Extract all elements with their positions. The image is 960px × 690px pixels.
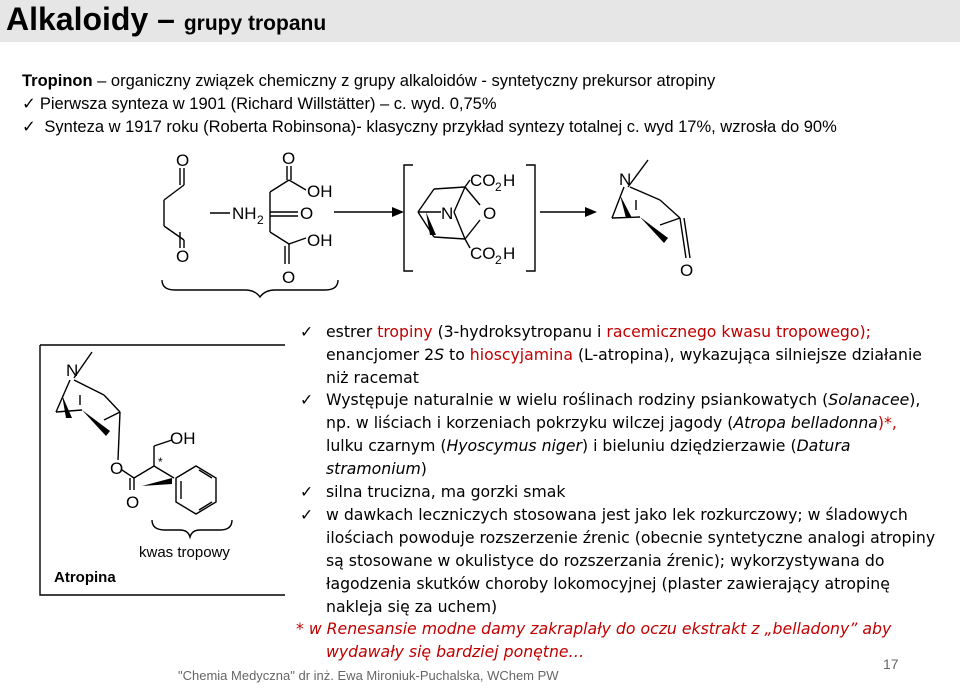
svg-text:H: H [503,171,516,190]
footer: "Chemia Medyczna" dr inż. Ewa Mironiuk-Puchalska, WChem PW [178,668,559,683]
page-number: 17 [883,656,899,672]
svg-text:O: O [680,261,694,280]
kwas-tropowy-label: kwas tropowy [139,544,230,561]
svg-text:OH: OH [170,429,196,448]
svg-text:N: N [441,204,454,223]
svg-text:CO: CO [470,171,496,190]
note-line-2: wydawały się bardziej ponętne… [326,642,585,661]
intro-line-2: ✓ Pierwsza synteza w 1901 (Richard Willstätter) – c. wyd. 0,75% [22,94,497,113]
svg-text:2: 2 [257,213,264,227]
svg-text:N: N [66,361,79,380]
svg-text:NH: NH [232,204,257,223]
page-title: Alkaloidy – grupy tropanu [6,1,327,37]
o-label: O [176,151,190,170]
svg-text:2: 2 [495,253,502,267]
page-subtitle: grupy tropanu [183,12,327,35]
svg-text:H: H [503,244,516,263]
svg-text:OH: OH [307,231,333,250]
intro-line-1: Tropinon – organiczny związek chemiczny z grupy alkaloidów - syntetyczny prekursor atropiny [22,72,716,90]
svg-text:OH: OH [307,182,333,201]
svg-text:O: O [300,204,314,223]
svg-text:O: O [282,149,296,168]
svg-text:CO: CO [470,244,496,263]
svg-text:N: N [619,170,632,189]
svg-text:O: O [110,459,124,478]
svg-text:O: O [126,493,140,512]
svg-text:O: O [483,204,497,223]
svg-text:2: 2 [495,180,502,194]
svg-text:O: O [176,247,190,266]
svg-text:O: O [282,268,296,287]
intro-line-3: ✓ Synteza w 1917 roku (Roberta Robinsona)- klasyczny przykład syntezy totalnej c. wyd 17%, wzrosła do 90% [22,117,837,136]
atropina-label: Atropina [54,569,116,586]
svg-text:*: * [158,455,163,469]
note-line-1: * w Renesansie modne damy zakraplały do oczu ekstrakt z „belladony” aby [296,619,892,638]
